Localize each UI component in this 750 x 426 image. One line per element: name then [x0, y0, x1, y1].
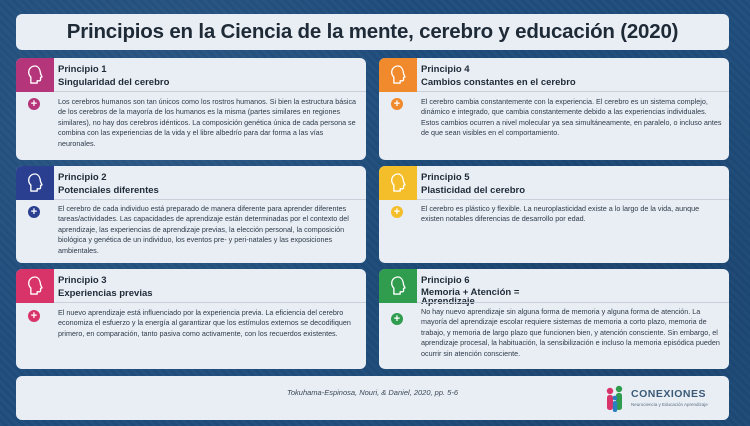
- logo-name: CONEXIONES: [631, 388, 707, 400]
- principle-card-2: [16, 166, 366, 263]
- card-header: [16, 269, 366, 303]
- principle-body: El cerebro es plástico y flexible. La neuroplasticidad existe a lo largo de la vida, aunque existen notables diferencias de desarrollo por edad.: [421, 204, 700, 224]
- plus-icon: +: [391, 98, 403, 110]
- head-icon: [16, 269, 54, 303]
- principle-number: Principio 5: [421, 172, 470, 183]
- card-header: [379, 58, 729, 92]
- principle-title: Experiencias previas: [58, 288, 153, 299]
- principle-card-5: [379, 166, 729, 263]
- footer: [16, 376, 729, 420]
- page-title: Principios en la Ciencia de la mente, cerebro y educación (2020): [66, 20, 679, 43]
- principle-card-3: [16, 269, 366, 369]
- head-icon: [16, 166, 54, 200]
- head-icon: [379, 166, 417, 200]
- principle-card-1: [16, 58, 366, 160]
- head-icon: [16, 58, 54, 92]
- divider: [417, 302, 729, 303]
- head-icon: [379, 269, 417, 303]
- principle-body: Los cerebros humanos son tan únicos como los rostros humanos. Si bien la estructura básica de los cerebros de la mayoría de los humanos es la misma (partes similares en regiones similares), no hay dos cerebros idénticos. La composición genética única de cada persona se combina con las experiencias de la vida y el libre albedrío para dar forma a las vías neuronales.: [58, 97, 357, 148]
- divider: [54, 91, 366, 92]
- card-header: [379, 166, 729, 200]
- head-icon: [379, 58, 417, 92]
- plus-icon: +: [391, 313, 403, 325]
- principle-body: El cerebro de cada individuo está preparado de manera diferente para aprender diferentes tareas/actividades. Las capacidades de aprendizaje están determinadas por el contexto del aprendizaje, las experiencias de aprendizaje previas, la elección personal, la composición biológica y genética de un individuo, los eventos pre- y peri-natales y las exposiciones ambientales.: [58, 204, 349, 255]
- principle-title: Potenciales diferentes: [58, 185, 159, 196]
- principle-body: El nuevo aprendizaje está influenciado por la experiencia previa. La eficiencia del cerebro economiza el esfuerzo y la energía al garantizar que los estímulos externos se decodifiquen primero, en comparación, tanto pasiva como activamente, con los recuerdos existentes.: [58, 308, 351, 338]
- plus-icon: +: [28, 98, 40, 110]
- conexiones-logo: [601, 382, 719, 416]
- principle-title: Plasticidad del cerebro: [421, 185, 526, 196]
- logo-tagline: Neurociencia y Educación Aprendizaje: [631, 402, 708, 407]
- divider: [54, 199, 366, 200]
- people-logo-icon: [603, 384, 627, 414]
- principle-number: Principio 6: [421, 275, 470, 286]
- principle-title: Memoria + Atención =: [421, 287, 520, 298]
- title-banner: [16, 14, 729, 50]
- principle-number: Principio 3: [58, 275, 107, 286]
- plus-icon: +: [28, 310, 40, 322]
- divider: [54, 302, 366, 303]
- card-header: [379, 269, 729, 303]
- principle-body: El cerebro cambia constantemente con la experiencia. El cerebro es un sistema complejo, dinámico e integrado, que cambia constantemente debido a las experiencias individuales. Estos cambios ocurren a nivel molecular ya sea simultáneamente, en paralelo, o incluso antes de que sean visibles en el comportamiento.: [421, 97, 722, 138]
- principle-card-4: [379, 58, 729, 160]
- plus-icon: +: [391, 206, 403, 218]
- principle-title: Cambios constantes en el cerebro: [421, 77, 576, 88]
- card-header: [16, 58, 366, 92]
- citation: Tokuhama-Espinosa, Nouri, & Daniel, 2020, pp. 5-6: [286, 388, 459, 397]
- card-header: [16, 166, 366, 200]
- principle-card-6: [379, 269, 729, 369]
- divider: [417, 91, 729, 92]
- principle-number: Principio 4: [421, 64, 470, 75]
- principle-number: Principio 1: [58, 64, 107, 75]
- divider: [417, 199, 729, 200]
- principle-body: No hay nuevo aprendizaje sin alguna forma de memoria y alguna forma de atención. La mayoría del aprendizaje escolar requiere sistemas de memoria a corto plazo, memoria de trabajo, y memoria de largo plazo que funcionen bien, y atención consciente. Sin embargo, el aprendizaje procesal, la habituación, la sensibilización e incluso la memoria episódica pueden ocurrir sin atención consciente.: [421, 307, 720, 358]
- plus-icon: +: [28, 206, 40, 218]
- principle-number: Principio 2: [58, 172, 107, 183]
- principle-title: Singularidad del cerebro: [58, 77, 170, 88]
